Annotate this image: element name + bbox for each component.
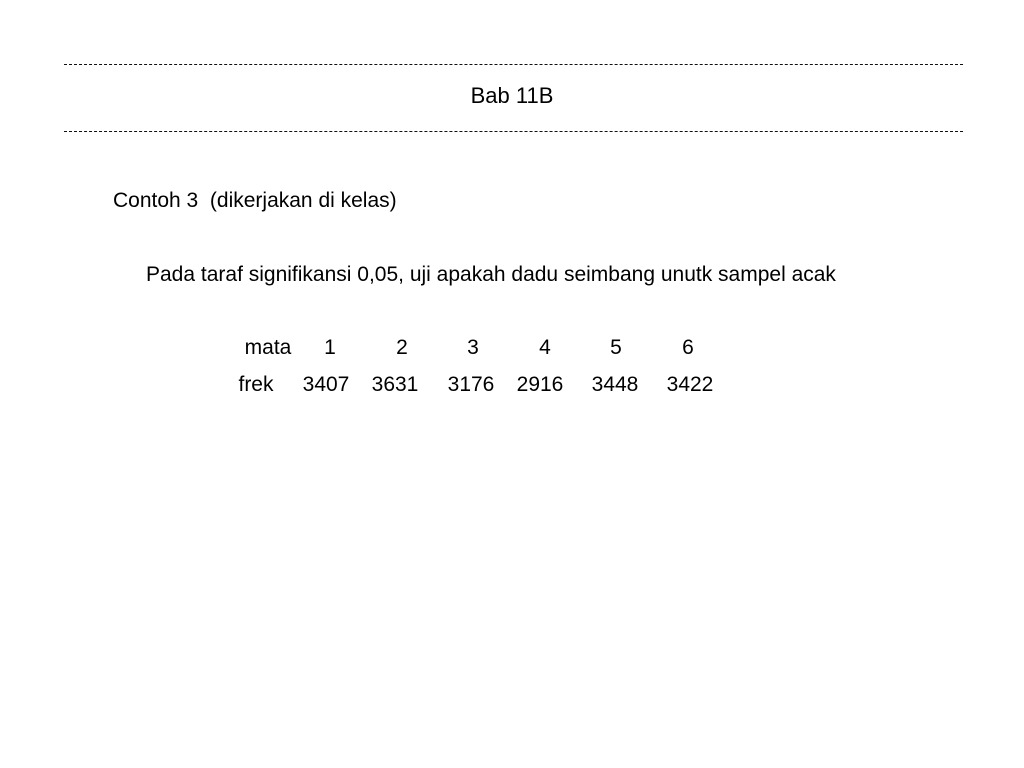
bottom-dashed-rule (64, 131, 963, 132)
face-cell: 6 (682, 336, 694, 359)
slide-title: Bab 11B (470, 83, 554, 108)
example-heading: Contoh 3 (dikerjakan di kelas) (113, 189, 397, 212)
frequency-cell: 2916 (516, 373, 564, 396)
face-cell: 3 (467, 336, 479, 359)
row-label-frek: frek (238, 373, 274, 396)
frequency-cell: 3448 (591, 373, 639, 396)
frequency-cell: 3176 (447, 373, 495, 396)
frequency-table (0, 332, 1024, 412)
top-dashed-rule (64, 64, 963, 65)
face-cell: 5 (610, 336, 622, 359)
frequency-cell: 3407 (302, 373, 350, 396)
frequency-cell: 3631 (371, 373, 419, 396)
question-text: Pada taraf signifikansi 0,05, uji apakah dadu seimbang unutk sampel acak (146, 263, 836, 286)
face-cell: 4 (539, 336, 551, 359)
frequency-cell: 3422 (666, 373, 714, 396)
face-cell: 2 (396, 336, 408, 359)
row-label-mata: mata (244, 336, 292, 359)
face-cell: 1 (324, 336, 336, 359)
